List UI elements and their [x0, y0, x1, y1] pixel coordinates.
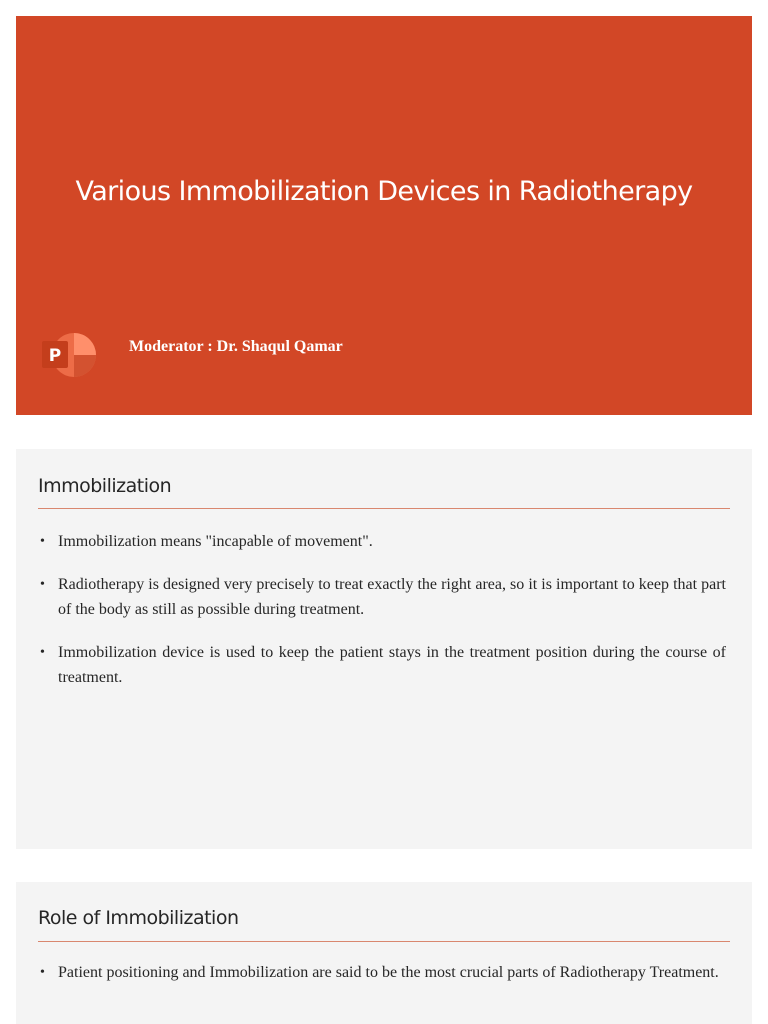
bullet-icon: • — [40, 645, 45, 660]
bullet-text: Radiotherapy is designed very precisely to treat exactly the right area, so it is important to keep that part of the body as still as possible during treatment. — [58, 576, 726, 618]
bullet-text: Immobilization means "incapable of movement". — [58, 533, 373, 550]
bullet-item — [40, 960, 726, 985]
powerpoint-icon-letter: P — [48, 346, 62, 366]
powerpoint-icon — [40, 329, 96, 381]
presentation-title: Various Immobilization Devices in Radiotherapy — [75, 176, 693, 207]
heading-divider — [38, 508, 730, 509]
title-slide — [16, 16, 752, 415]
bullet-text: Patient positioning and Immobilization are said to be the most crucial parts of Radiotherapy Treatment. — [58, 964, 719, 981]
bullet-icon: • — [40, 534, 45, 549]
bullet-text: Immobilization device is used to keep the patient stays in the treatment position during the course of treatment. — [58, 644, 726, 686]
slide-heading: Role of Immobilization — [38, 907, 239, 929]
bullet-item — [40, 529, 726, 554]
slide-heading: Immobilization — [38, 475, 172, 497]
bullet-item — [40, 572, 726, 622]
slide-immobilization — [16, 449, 752, 849]
bullet-icon: • — [40, 577, 45, 592]
bullet-item — [40, 640, 726, 690]
bullet-list — [40, 960, 726, 1003]
slide-role-of-immobilization — [16, 882, 752, 1024]
moderator-label: Moderator : Dr. Shaqul Qamar — [129, 338, 343, 355]
bullet-icon: • — [40, 965, 45, 980]
bullet-list — [40, 529, 726, 708]
heading-divider — [38, 941, 730, 942]
